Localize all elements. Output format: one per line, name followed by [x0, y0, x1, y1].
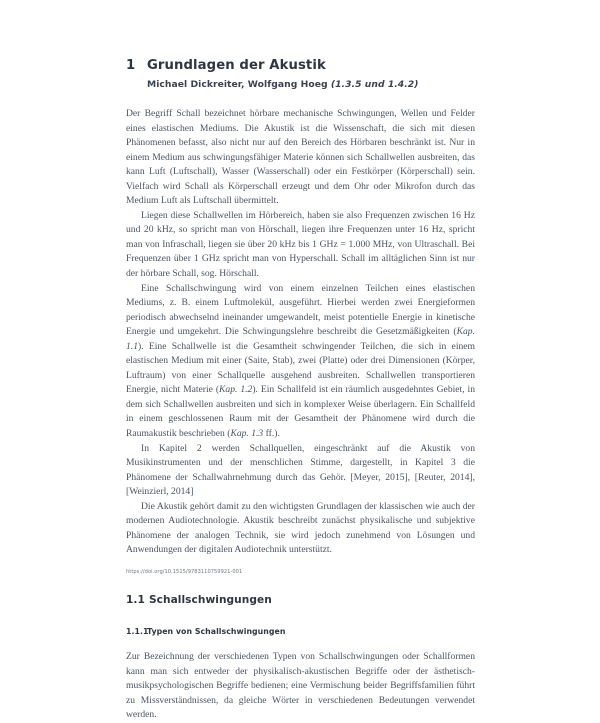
paragraph-3	[126, 282, 475, 442]
chapter-authors	[147, 79, 475, 90]
doi-footer[interactable]: https://doi.org/10.1515/9783110759921-001	[126, 569, 243, 575]
section-spacer	[126, 558, 475, 594]
subsection-heading-1-1-1	[126, 627, 475, 636]
paragraph-4: In Kapitel 2 werden Schallquellen, eingeschränkt auf die Akustik von Musikinstrumenten und der menschlichen Stimme, dargestellt, in Kapitel 3 die Phänomene der Schallwahrnehmung durch das Gehör. [Meyer, 2015], [Reuter, 2014], [Weinzierl, 2014]	[126, 442, 475, 498]
chapter-title: Grundlagen der Akustik	[147, 58, 326, 73]
chapter-number: 1	[126, 58, 136, 73]
p3-ref-kap-1-3: Kap. 1.3	[230, 428, 264, 440]
section-title: Schallschwingungen	[149, 593, 272, 606]
subsection-title: Typen von Schallschwingungen	[147, 626, 286, 636]
paragraph-5: Die Akustik gehört damit zu den wichtigsten Grundlagen der klassischen wie auch der modernen Audiotechnologie. Akustik beschreibt zunächst physikalische und subjektive Phänomene der analogen Technik, sie wird jedoch zunehmend von Lösungen und Anwendungen der digitalen Audiotechnik unterstützt.	[126, 500, 475, 556]
section-number: 1.1	[126, 593, 145, 606]
subsection-paragraph: Zur Bezeichnung der verschiedenen Typen von Schallschwingungen oder Schallformen kann man sich entweder der physikalisch-akustischen Begriffe oder der ästhetisch-musikpsychologischen Begriffe bedienen; eine Vermischung beider Begriffsfamilien führt zu Missverständnissen, da gleiche Wörter in verschiedenen Bedeutungen verwendet werden.	[126, 650, 475, 721]
author-names: Michael Dickreiter, Wolfgang Hoeg	[147, 79, 331, 90]
paragraph-1: Der Begriff Schall bezeichnet hörbare mechanische Schwingungen, Wellen und Felder eines elastischen Mediums. Die Akustik ist die Wissenschaft, die sich mit diesen Phänomenen befasst, also nicht nur auf den Bereich des Hörbaren beschränkt ist. Nur in einem Medium aus schwingungsfähiger Materie können sich Schallwellen ausbreiten, das kann Luft (Luftschall), Wasser (Wasserschall) oder ein Festkörper (Körperschall) sein. Vielfach wird Schall als Körperschall erzeugt und dem Ohr oder Mikrofon durch das Medium Luft als Luftschall übermittelt.	[126, 108, 475, 207]
p3-ref-kap-1-1: Kap. 1.1	[126, 326, 475, 352]
chapter-heading	[126, 58, 475, 73]
after-subsection-spacer	[126, 636, 475, 650]
p3-seg-4: ). Ein Schallfeld ist ein räumlich ausgedehntes Gebiet, in dem sich Schallwellen ausbreiten und sich in komplexer Weise überlagern. Ein Schallfeld in einem geschlossenen Raum mit der Gesamtheit der Phänomene wird durch die Raumakustik beschrieben (	[126, 384, 475, 440]
paragraph-2: Liegen diese Schallwellen im Hörbereich, haben sie also Frequenzen zwischen 16 Hz und 20 kHz, so spricht man von Hörschall, liegen ihre Frequenzen unter 16 Hz, spricht man von Infraschall, liegen sie über 20 kHz bis 1 GHz = 1.000 MHz, von Ultraschall. Bei Frequenzen über 1 GHz spricht man von Hyperschall. Schall im alltäglichen Sinn ist nur der hörbare Schall, sog. Hörschall.	[126, 209, 475, 280]
subsection-spacer	[126, 606, 475, 627]
p3-seg-6: ff.).	[263, 428, 280, 440]
subsection-number: 1.1.1	[126, 626, 149, 636]
page-content	[126, 0, 475, 723]
p3-seg-2: ). Eine Schallwelle ist die Gesamtheit schwingender Teilchen, die sich in einem elastischen Medium mit einer (Saite, Stab), zwei (Platte) oder drei Dimensionen (Körper, Luftraum) von einer Schallquelle ausgehend ausbreiten. Schallwellen transportieren Energie, nicht Materie (	[126, 340, 475, 396]
author-section-reference: (1.3.5 und 1.4.2)	[330, 79, 419, 90]
p3-ref-kap-1-2: Kap. 1.2	[219, 384, 253, 396]
p3-seg-0: Eine Schallschwingung wird von einem einzelnen Teilchen eines elastischen Mediums, z. B. einem Luftmolekül, ausgeführt. Hierbei werden zwei Energieformen periodisch abwechselnd ineinander umgewandelt, meist potentielle Energie in kinetische Energie und umgekehrt. Die Schwingungslehre beschreibt die Gesetzmäßigkeiten (	[126, 282, 475, 338]
